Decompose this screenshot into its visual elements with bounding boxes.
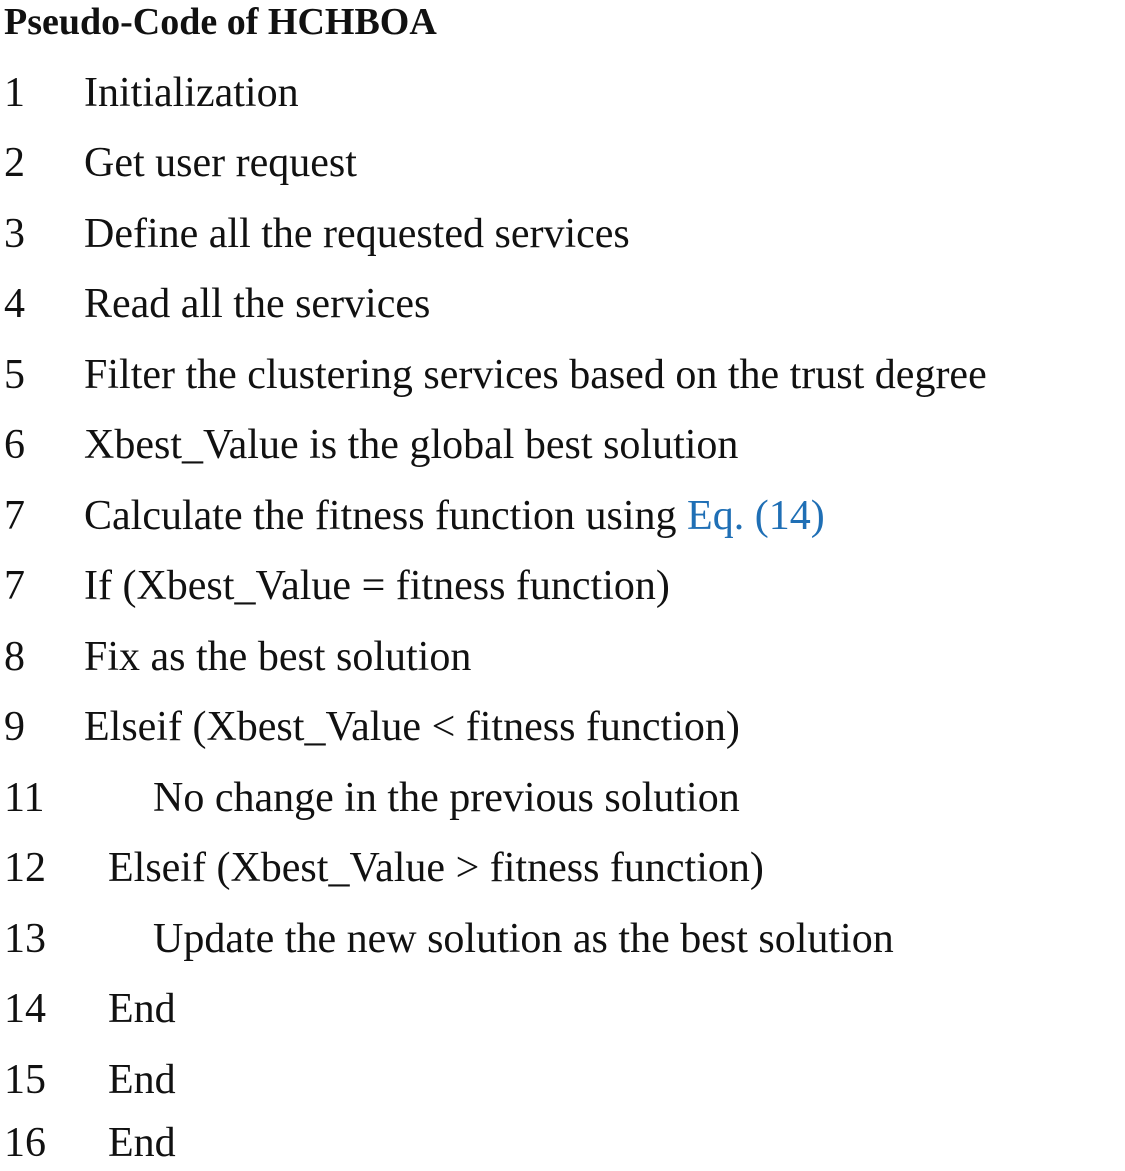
line-number: 1	[4, 70, 25, 116]
line-number: 7	[4, 563, 25, 609]
code-text: Update the new solution as the best solution	[153, 916, 894, 962]
code-text	[84, 491, 825, 541]
code-text: Elseif (Xbest_Value < fitness function)	[84, 704, 740, 750]
line-number: 2	[4, 140, 25, 186]
line-number: 5	[4, 352, 25, 398]
line-number: 9	[4, 704, 25, 750]
line-number: 15	[4, 1057, 46, 1103]
code-text: End	[108, 986, 176, 1032]
line-number: 11	[4, 775, 45, 821]
line-number: 6	[4, 422, 25, 468]
code-text: Xbest_Value is the global best solution	[84, 422, 739, 468]
line-number: 8	[4, 634, 25, 680]
code-text: Read all the services	[84, 281, 431, 327]
code-text: Filter the clustering services based on the trust degree	[84, 352, 987, 398]
line-number: 3	[4, 211, 25, 257]
code-text: End	[108, 1120, 176, 1166]
line-number: 7	[4, 493, 25, 539]
line-number: 4	[4, 281, 25, 327]
line-number: 13	[4, 916, 46, 962]
code-text: No change in the previous solution	[153, 775, 740, 821]
line-number: 16	[4, 1120, 46, 1166]
code-text-main: Calculate the fitness function using	[84, 493, 688, 539]
line-number: 14	[4, 986, 46, 1032]
code-text: Fix as the best solution	[84, 634, 472, 680]
code-text: Initialization	[84, 70, 299, 116]
code-text: End	[108, 1057, 176, 1103]
code-text: Get user request	[84, 140, 357, 186]
equation-reference-link[interactable]: Eq. (14)	[687, 493, 825, 539]
line-number: 12	[4, 845, 46, 891]
code-text: Elseif (Xbest_Value > fitness function)	[108, 845, 764, 891]
code-text: If (Xbest_Value = fitness function)	[84, 563, 670, 609]
algorithm-title: Pseudo-Code of HCHBOA	[4, 1, 437, 43]
code-text: Define all the requested services	[84, 211, 630, 257]
